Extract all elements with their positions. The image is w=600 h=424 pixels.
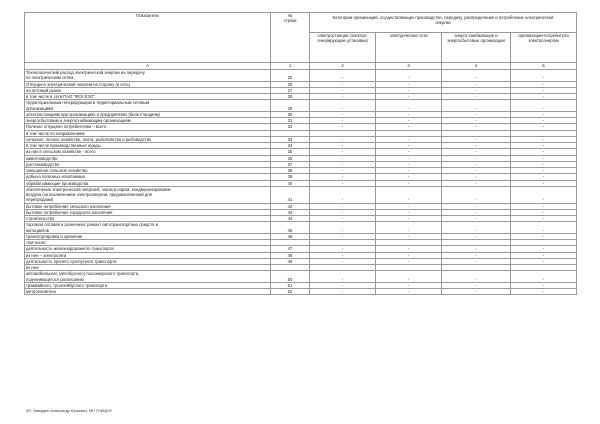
value-energy-supply: - xyxy=(442,252,511,258)
column-number-row xyxy=(25,63,577,70)
value-power-plants: - xyxy=(310,258,376,264)
row-number: 45 xyxy=(271,228,310,234)
column-number-1: 1 xyxy=(271,63,310,70)
row-number: 31 xyxy=(271,118,310,124)
row-label: на оптовый рынок xyxy=(25,87,271,93)
value-energy-supply: - xyxy=(442,81,511,87)
row-number: 40 xyxy=(271,180,310,186)
value-electric-grids: - xyxy=(376,118,442,124)
row-label: организациям xyxy=(25,106,271,112)
row-number: 26 xyxy=(271,81,310,87)
value-consumers: - xyxy=(511,233,577,239)
row-label: деятельность прочего сухопутного транспорта xyxy=(25,258,271,264)
value-consumers: - xyxy=(511,81,577,87)
value-power-plants: - xyxy=(310,161,376,167)
row-label: Технологический расход электрической энергии на передачу xyxy=(25,70,271,76)
column-number-a: А xyxy=(25,63,271,70)
row-label: строительство xyxy=(25,216,271,222)
row-number-label: строки xyxy=(283,18,297,24)
row-label: территориальным генерирующим и территориальным сетевым xyxy=(25,100,271,106)
value-energy-supply: - xyxy=(442,258,511,264)
value-electric-grids: - xyxy=(376,258,442,264)
value-power-plants: - xyxy=(310,277,376,283)
value-energy-supply: - xyxy=(442,75,511,81)
column-number-5: 5 xyxy=(511,63,577,70)
value-electric-grids: - xyxy=(376,216,442,222)
energy-supply-label: энерго-снабжающие и энергосбытовые организации xyxy=(447,33,505,44)
value-power-plants: - xyxy=(310,149,376,155)
row-label: смешанное сельское хозяйство xyxy=(25,168,271,174)
row-number: 34 xyxy=(271,143,310,149)
value-energy-supply: - xyxy=(442,180,511,186)
value-consumers: - xyxy=(511,87,577,93)
value-consumers: - xyxy=(511,216,577,222)
value-energy-supply: - xyxy=(442,246,511,252)
row-label: автомобильного (автобусного) пассажирского транспорта, xyxy=(25,271,271,277)
row-label: Полезно отпущено потребителям – всего xyxy=(25,124,271,130)
value-consumers: - xyxy=(511,124,577,130)
row-number: 51 xyxy=(271,282,310,288)
consumers-label: организации-потребители электроэнергии xyxy=(518,33,569,44)
row-number: 39 xyxy=(271,174,310,180)
row-number: 47 xyxy=(271,246,310,252)
value-energy-supply: - xyxy=(442,124,511,130)
value-power-plants: - xyxy=(310,197,376,203)
value-electric-grids: - xyxy=(376,246,442,252)
value-consumers: - xyxy=(511,180,577,186)
row-label: бытовое потребление городского населения xyxy=(25,209,271,215)
value-power-plants: - xyxy=(310,106,376,112)
value-power-plants: - xyxy=(310,228,376,234)
value-energy-supply: - xyxy=(442,277,511,283)
row-label: из них в сельском хозяйстве - всего xyxy=(25,149,271,155)
value-power-plants: - xyxy=(310,209,376,215)
value-consumers: - xyxy=(511,282,577,288)
column-number-4: 4 xyxy=(442,63,511,70)
row-number-column-header xyxy=(271,13,310,63)
value-electric-grids: - xyxy=(376,289,442,295)
row-number: 46 xyxy=(271,233,310,239)
power-plants-column-header xyxy=(310,33,376,63)
row-label: подчиняющегося расписанию xyxy=(25,277,271,283)
value-consumers: - xyxy=(511,252,577,258)
energy-supply-column-header xyxy=(442,33,511,63)
row-label: том числе: xyxy=(25,240,271,246)
row-label: растениеводство xyxy=(25,161,271,167)
row-label: Отпущено электрической энергии на сторону (в сеть) xyxy=(25,81,271,87)
value-electric-grids: - xyxy=(376,87,442,93)
row-number: 27 xyxy=(271,87,310,93)
category-group-header xyxy=(310,13,577,33)
row-number: 44 xyxy=(271,216,310,222)
value-power-plants: - xyxy=(310,174,376,180)
value-power-plants: - xyxy=(310,75,376,81)
value-electric-grids: - xyxy=(376,252,442,258)
row-label: энергосбытовым и энергоснабжающим организациям xyxy=(25,118,271,124)
value-electric-grids: - xyxy=(376,75,442,81)
row-label: в том числе в сети ПАО "ФСК ЕЭС" xyxy=(25,94,271,100)
electricity-balance-table xyxy=(24,12,577,295)
row-label: обеспечение электрической энергией, газом и паром; кондиционирование xyxy=(25,186,271,192)
row-label: животноводство xyxy=(25,155,271,161)
power-plants-label: электростанции (электро-генерирующие установки) xyxy=(317,33,368,44)
consumers-column-header xyxy=(511,33,577,63)
value-energy-supply: - xyxy=(442,228,511,234)
value-power-plants: - xyxy=(310,87,376,93)
value-electric-grids: - xyxy=(376,124,442,130)
row-number: 48 xyxy=(271,252,310,258)
value-consumers: - xyxy=(511,258,577,264)
value-power-plants: - xyxy=(310,246,376,252)
row-label: добыча полезных ископаемых xyxy=(25,174,271,180)
category-group-label: Категории организаций, осуществляющих производство, передачу, распределение и потребление электрической энергии xyxy=(332,15,554,26)
value-electric-grids: - xyxy=(376,197,442,203)
row-number: 29 xyxy=(271,106,310,112)
value-power-plants: - xyxy=(310,252,376,258)
value-electric-grids: - xyxy=(376,111,442,117)
row-label: воздуха (за исключением электроэнергии, предназначенной для xyxy=(25,192,271,197)
value-electric-grids: - xyxy=(376,94,442,100)
row-label: в том числе по направлениям: xyxy=(25,130,271,136)
value-power-plants: - xyxy=(310,111,376,117)
value-power-plants: - xyxy=(310,118,376,124)
value-electric-grids: - xyxy=(376,174,442,180)
value-electric-grids: - xyxy=(376,143,442,149)
row-number: 52 xyxy=(271,289,310,295)
value-consumers: - xyxy=(511,143,577,149)
value-consumers: - xyxy=(511,94,577,100)
column-number-3: 3 xyxy=(376,63,442,70)
value-electric-grids: - xyxy=(376,180,442,186)
value-power-plants: - xyxy=(310,155,376,161)
value-power-plants: - xyxy=(310,282,376,288)
row-number: 33 xyxy=(271,136,310,142)
row-number: 50 xyxy=(271,277,310,283)
value-electric-grids: - xyxy=(376,136,442,142)
value-power-plants: - xyxy=(310,124,376,130)
value-energy-supply: - xyxy=(442,233,511,239)
value-consumers: - xyxy=(511,168,577,174)
row-label: торговля оптовая и розничная; ремонт автотранспортных средств и xyxy=(25,222,271,228)
value-power-plants: - xyxy=(310,216,376,222)
value-energy-supply: - xyxy=(442,209,511,215)
value-energy-supply: - xyxy=(442,197,511,203)
row-number: 43 xyxy=(271,209,310,215)
value-power-plants: - xyxy=(310,289,376,295)
value-power-plants: - xyxy=(310,143,376,149)
row-label: по электрическим сетям xyxy=(25,75,271,81)
value-energy-supply: - xyxy=(442,161,511,167)
value-energy-supply: - xyxy=(442,149,511,155)
value-energy-supply: - xyxy=(442,87,511,93)
value-power-plants: - xyxy=(310,203,376,209)
value-power-plants: - xyxy=(310,81,376,87)
value-power-plants: - xyxy=(310,168,376,174)
value-consumers: - xyxy=(511,289,577,295)
value-energy-supply: - xyxy=(442,118,511,124)
value-consumers: - xyxy=(511,161,577,167)
indicator-header-label: Показатели xyxy=(136,13,159,18)
value-electric-grids: - xyxy=(376,149,442,155)
row-number: 25 xyxy=(271,75,310,81)
row-label: бытовое потребление сельского населения xyxy=(25,203,271,209)
value-consumers: - xyxy=(511,118,577,124)
value-consumers: - xyxy=(511,111,577,117)
row-label: обрабатывающие производства xyxy=(25,180,271,186)
value-electric-grids: - xyxy=(376,203,442,209)
electric-grids-label: электрические сети xyxy=(389,33,428,38)
value-consumers: - xyxy=(511,149,577,155)
indicator-column-header xyxy=(25,13,271,63)
statistical-form-page xyxy=(24,12,576,295)
value-electric-grids: - xyxy=(376,106,442,112)
value-energy-supply: - xyxy=(442,136,511,142)
value-consumers: - xyxy=(511,136,577,142)
value-electric-grids: - xyxy=(376,81,442,87)
row-label: деятельность железнодорожного транспорта xyxy=(25,246,271,252)
value-consumers: - xyxy=(511,209,577,215)
row-label: из нее: xyxy=(25,265,271,271)
row-label: транспортировка и хранение xyxy=(25,233,271,239)
row-label: перепродажи) xyxy=(25,197,271,203)
value-energy-supply: - xyxy=(442,203,511,209)
value-electric-grids: - xyxy=(376,233,442,239)
value-electric-grids: - xyxy=(376,282,442,288)
row-number-symbol: № xyxy=(287,13,293,18)
row-label: в том числе производственные нужды xyxy=(25,143,271,149)
row-label: сельское, лесное хозяйство, охота, рыболовство и рыбоводство xyxy=(25,136,271,142)
table-row xyxy=(25,289,577,295)
row-label: трамвайного, троллейбусного транспорта xyxy=(25,282,271,288)
value-electric-grids: - xyxy=(376,168,442,174)
value-consumers: - xyxy=(511,174,577,180)
row-number: 41 xyxy=(271,197,310,203)
value-electric-grids: - xyxy=(376,228,442,234)
row-number: 36 xyxy=(271,155,310,161)
value-consumers: - xyxy=(511,228,577,234)
value-consumers: - xyxy=(511,203,577,209)
value-energy-supply: - xyxy=(442,155,511,161)
value-energy-supply: - xyxy=(442,282,511,288)
value-electric-grids: - xyxy=(376,209,442,215)
row-number: 38 xyxy=(271,168,310,174)
page-footer: ЗП. Заводкин Александр Юрьевич, МП ГНИЦЕИ xyxy=(26,409,112,413)
value-energy-supply: - xyxy=(442,216,511,222)
value-electric-grids: - xyxy=(376,277,442,283)
value-energy-supply: - xyxy=(442,289,511,295)
value-energy-supply: - xyxy=(442,94,511,100)
value-energy-supply: - xyxy=(442,174,511,180)
row-number: 35 xyxy=(271,149,310,155)
value-consumers: - xyxy=(511,155,577,161)
value-power-plants: - xyxy=(310,94,376,100)
value-electric-grids: - xyxy=(376,161,442,167)
value-consumers: - xyxy=(511,277,577,283)
column-number-2: 2 xyxy=(310,63,376,70)
row-label: электростанциям при организациях и предприятиях (блок-станциям) xyxy=(25,111,271,117)
row-number: 30 xyxy=(271,111,310,117)
row-number: 32 xyxy=(271,124,310,130)
value-power-plants: - xyxy=(310,180,376,186)
value-energy-supply: - xyxy=(442,168,511,174)
electric-grids-column-header xyxy=(376,33,442,63)
table-body xyxy=(25,63,577,295)
row-number: 28 xyxy=(271,94,310,100)
value-energy-supply: - xyxy=(442,111,511,117)
value-power-plants: - xyxy=(310,136,376,142)
value-consumers: - xyxy=(511,197,577,203)
value-power-plants: - xyxy=(310,233,376,239)
value-energy-supply: - xyxy=(442,143,511,149)
value-consumers: - xyxy=(511,106,577,112)
row-number: 37 xyxy=(271,161,310,167)
value-consumers: - xyxy=(511,75,577,81)
row-number: 49 xyxy=(271,258,310,264)
row-label: из нее – электротяга xyxy=(25,252,271,258)
row-label: мотоциклов xyxy=(25,228,271,234)
row-number: 42 xyxy=(271,203,310,209)
row-label: метрополитена xyxy=(25,289,271,295)
value-electric-grids: - xyxy=(376,155,442,161)
value-energy-supply: - xyxy=(442,106,511,112)
value-consumers: - xyxy=(511,246,577,252)
